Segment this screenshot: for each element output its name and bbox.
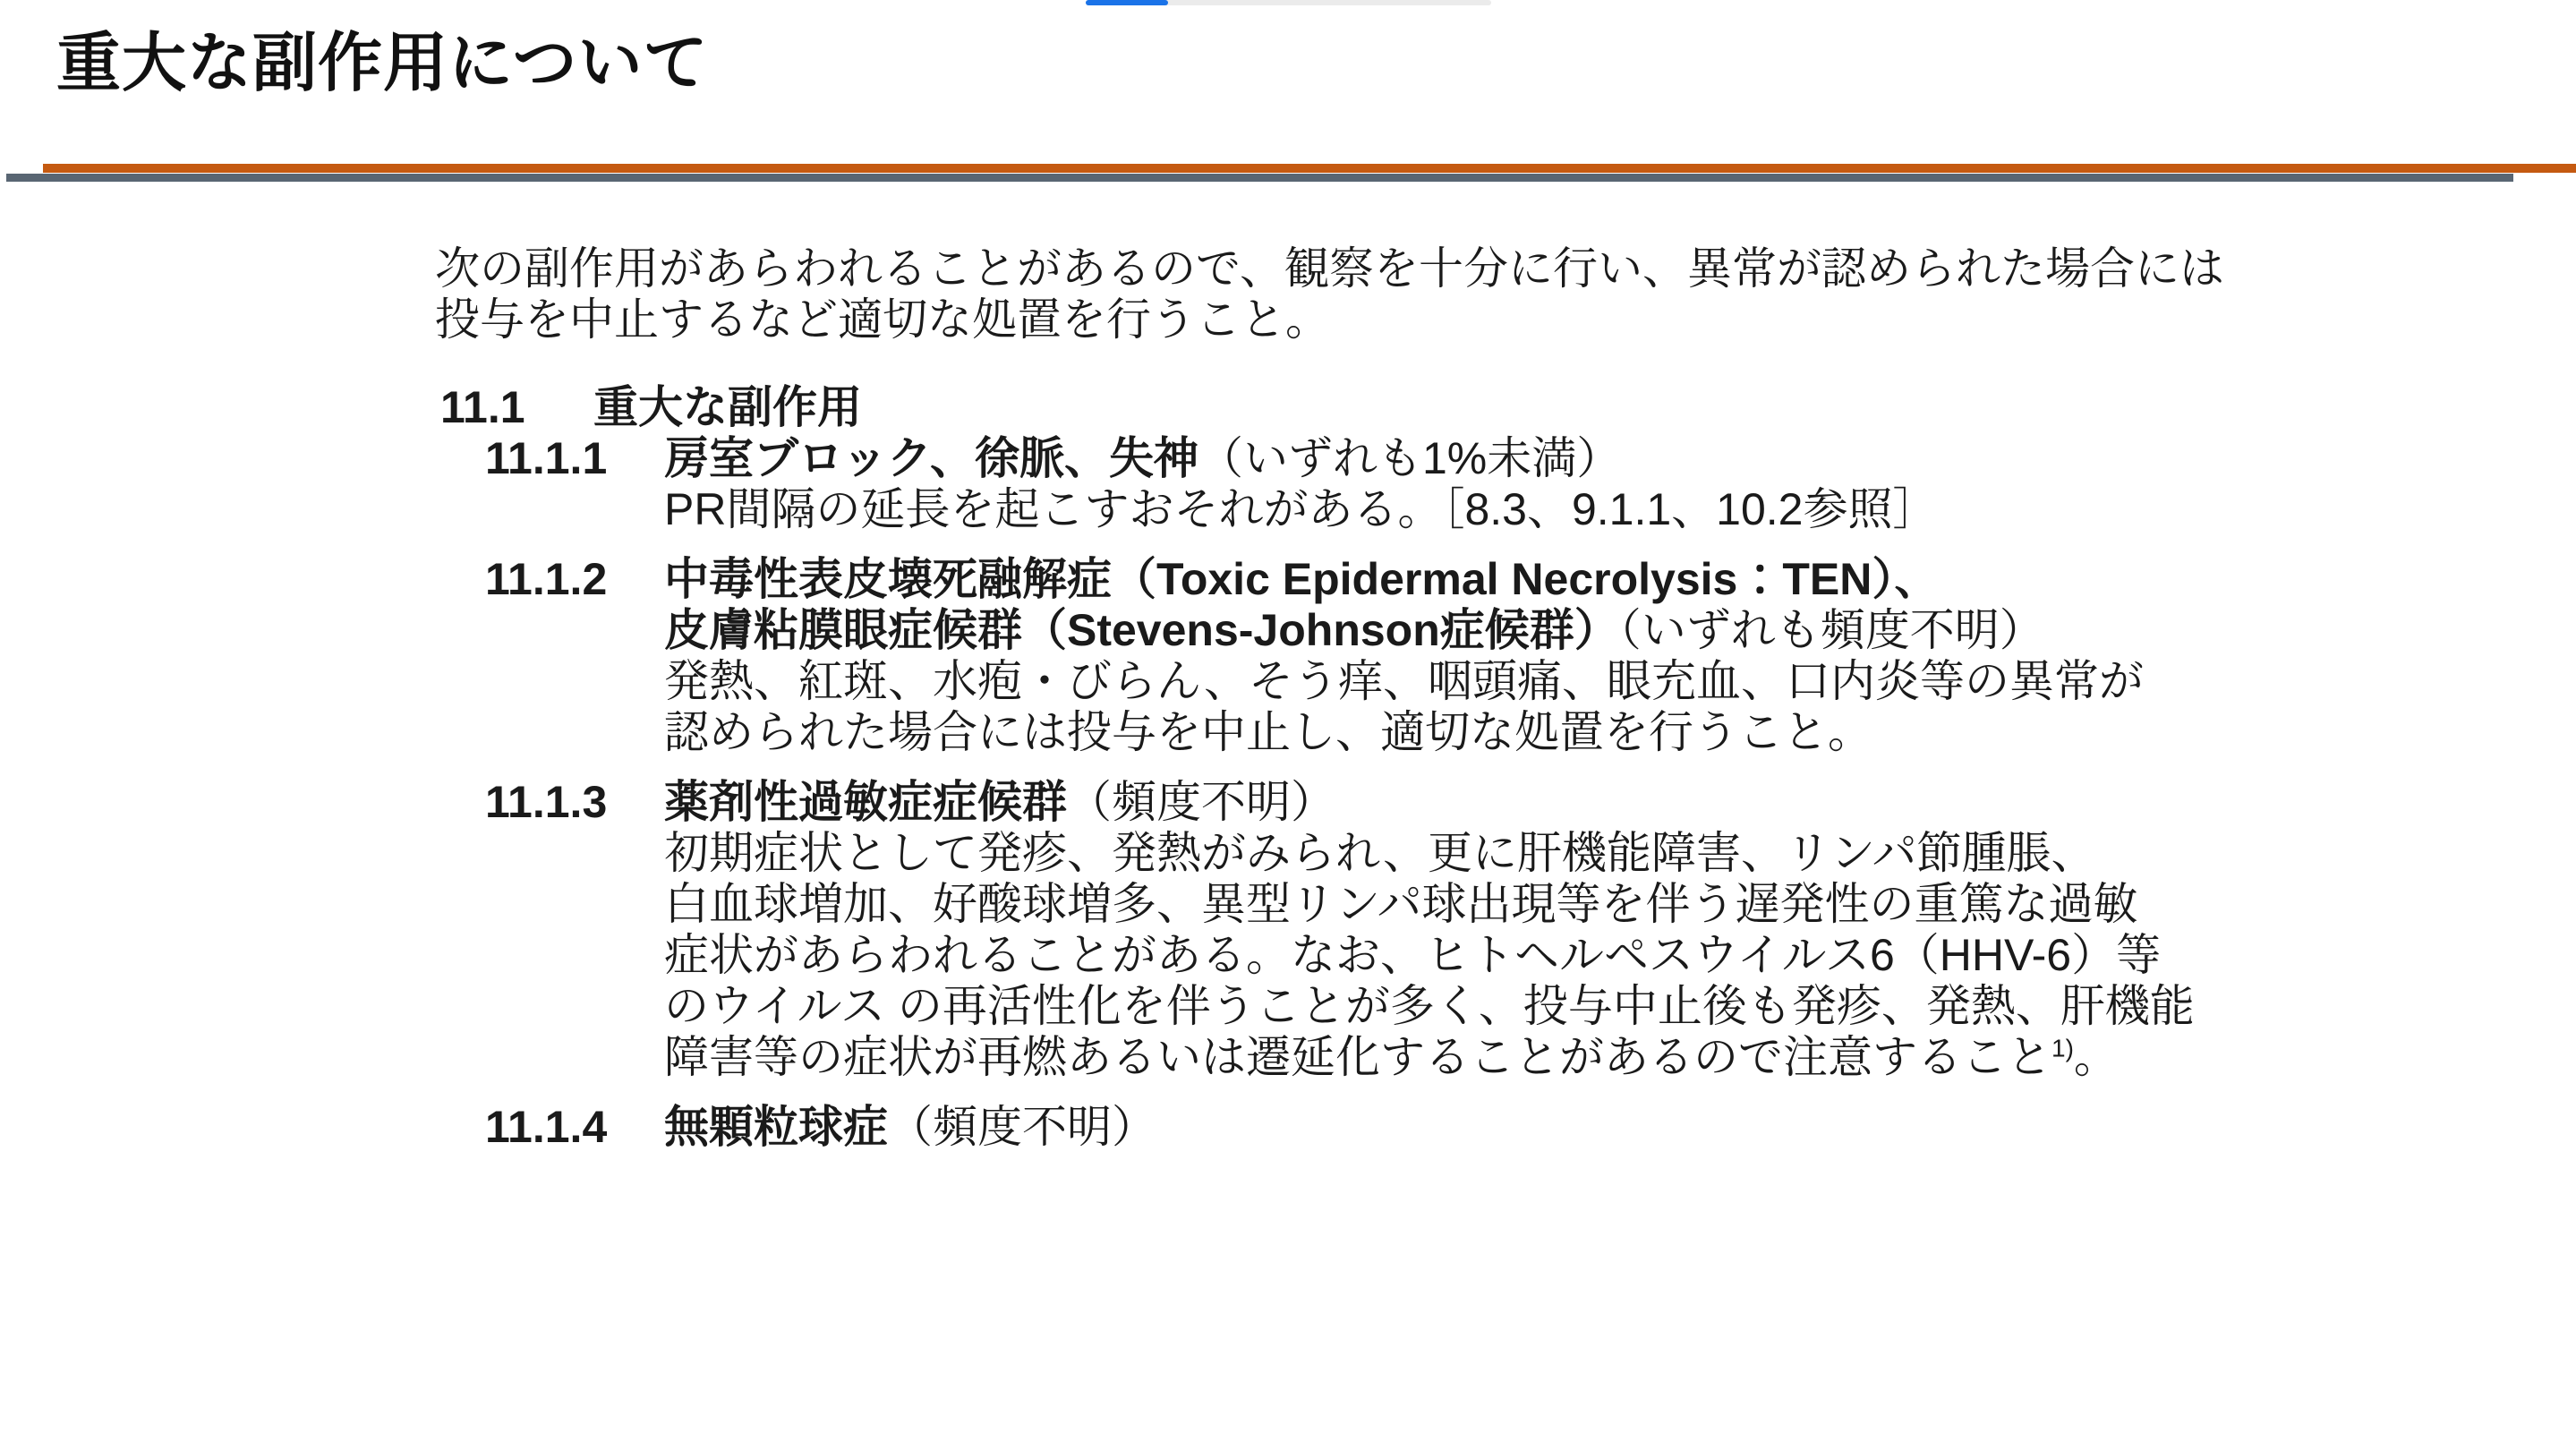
item-heading-line bbox=[664, 1102, 2576, 1153]
item-11-1-1 bbox=[0, 433, 2576, 535]
intro-line-2: 投与を中止するなど適切な処置を行うこと。 bbox=[435, 294, 1330, 345]
item-body-period: 。 bbox=[2073, 1032, 2119, 1082]
item-frequency-note: （頻度不明） bbox=[888, 1102, 1156, 1152]
item-frequency-note: （いずれも頻度不明） bbox=[1618, 605, 2044, 655]
item-frequency-note: （いずれも1%未満） bbox=[1198, 433, 1622, 483]
item-heading-line bbox=[664, 554, 2576, 605]
orange-divider-line bbox=[43, 164, 2576, 173]
item-body-line: のウイルス の再活性化を伴うことが多く、投与中止後も発疹、発熱、肝機能 bbox=[664, 981, 2195, 1031]
item-heading: 房室ブロック、徐脈、失神 bbox=[664, 433, 1198, 483]
page-title: 重大な副作用について bbox=[56, 28, 709, 99]
gray-divider-line bbox=[6, 174, 2513, 182]
item-heading-continued: 皮膚粘膜眼症候群（Stevens-Johnson症候群） bbox=[664, 605, 1619, 655]
item-heading-line-2 bbox=[664, 605, 2576, 656]
item-heading: 薬剤性過敏症症候群 bbox=[664, 777, 1067, 827]
item-number: 11.1.1 bbox=[485, 433, 608, 483]
item-11-1-2 bbox=[0, 554, 2576, 758]
item-heading: 中毒性表皮壊死融解症（Toxic Epidermal Necrolysis：TEN）、 bbox=[664, 554, 1940, 604]
item-body-line: 認められた場合には投与を中止し、適切な処置を行うこと。 bbox=[664, 707, 1872, 757]
item-body-line: PR間隔の延長を起こすおそれがある。［8.3、9.1.1、10.2参照］ bbox=[664, 484, 1938, 534]
item-number: 11.1.4 bbox=[485, 1102, 608, 1152]
item-frequency-note: （頻度不明） bbox=[1067, 777, 1335, 827]
item-11-1-4 bbox=[0, 1102, 2576, 1153]
item-heading: 無顆粒球症 bbox=[664, 1102, 888, 1152]
item-heading-line bbox=[664, 777, 2576, 828]
item-body-line: 初期症状として発疹、発熱がみられ、更に肝機能障害、リンパ節腫脹、 bbox=[664, 828, 2096, 878]
reference-superscript: 1) bbox=[2051, 1034, 2074, 1062]
item-number: 11.1.3 bbox=[485, 777, 608, 827]
item-body-line: 症状があらわれることがある。なお、ヒトヘルペスウイルス6（HHV-6）等 bbox=[664, 930, 2162, 980]
item-heading-line bbox=[664, 433, 2576, 484]
section-title: 重大な副作用 bbox=[593, 382, 862, 432]
item-body-text: 障害等の症状が再燃あるいは遷延化することがあるので注意すること bbox=[664, 1032, 2051, 1082]
intro-line-1: 次の副作用があらわれることがあるので、観察を十分に行い、異常が認められた場合には bbox=[435, 243, 2224, 294]
content-body bbox=[0, 243, 2576, 1153]
section-heading-11-1 bbox=[0, 382, 2576, 433]
top-scrollbar-track[interactable] bbox=[1086, 0, 1491, 5]
intro-paragraph bbox=[0, 243, 2576, 345]
item-body-line: 発熱、紅斑、水疱・びらん、そう痒、咽頭痛、眼充血、口内炎等の異常が bbox=[664, 656, 2144, 706]
item-body-line: 白血球増加、好酸球増多、異型リンパ球出現等を伴う遅発性の重篤な過敏 bbox=[664, 879, 2138, 929]
section-number: 11.1 bbox=[440, 382, 525, 432]
item-number: 11.1.2 bbox=[485, 554, 608, 604]
item-body-last-line bbox=[664, 1032, 2576, 1083]
item-11-1-3 bbox=[0, 777, 2576, 1083]
top-scrollbar-thumb[interactable] bbox=[1086, 0, 1168, 5]
